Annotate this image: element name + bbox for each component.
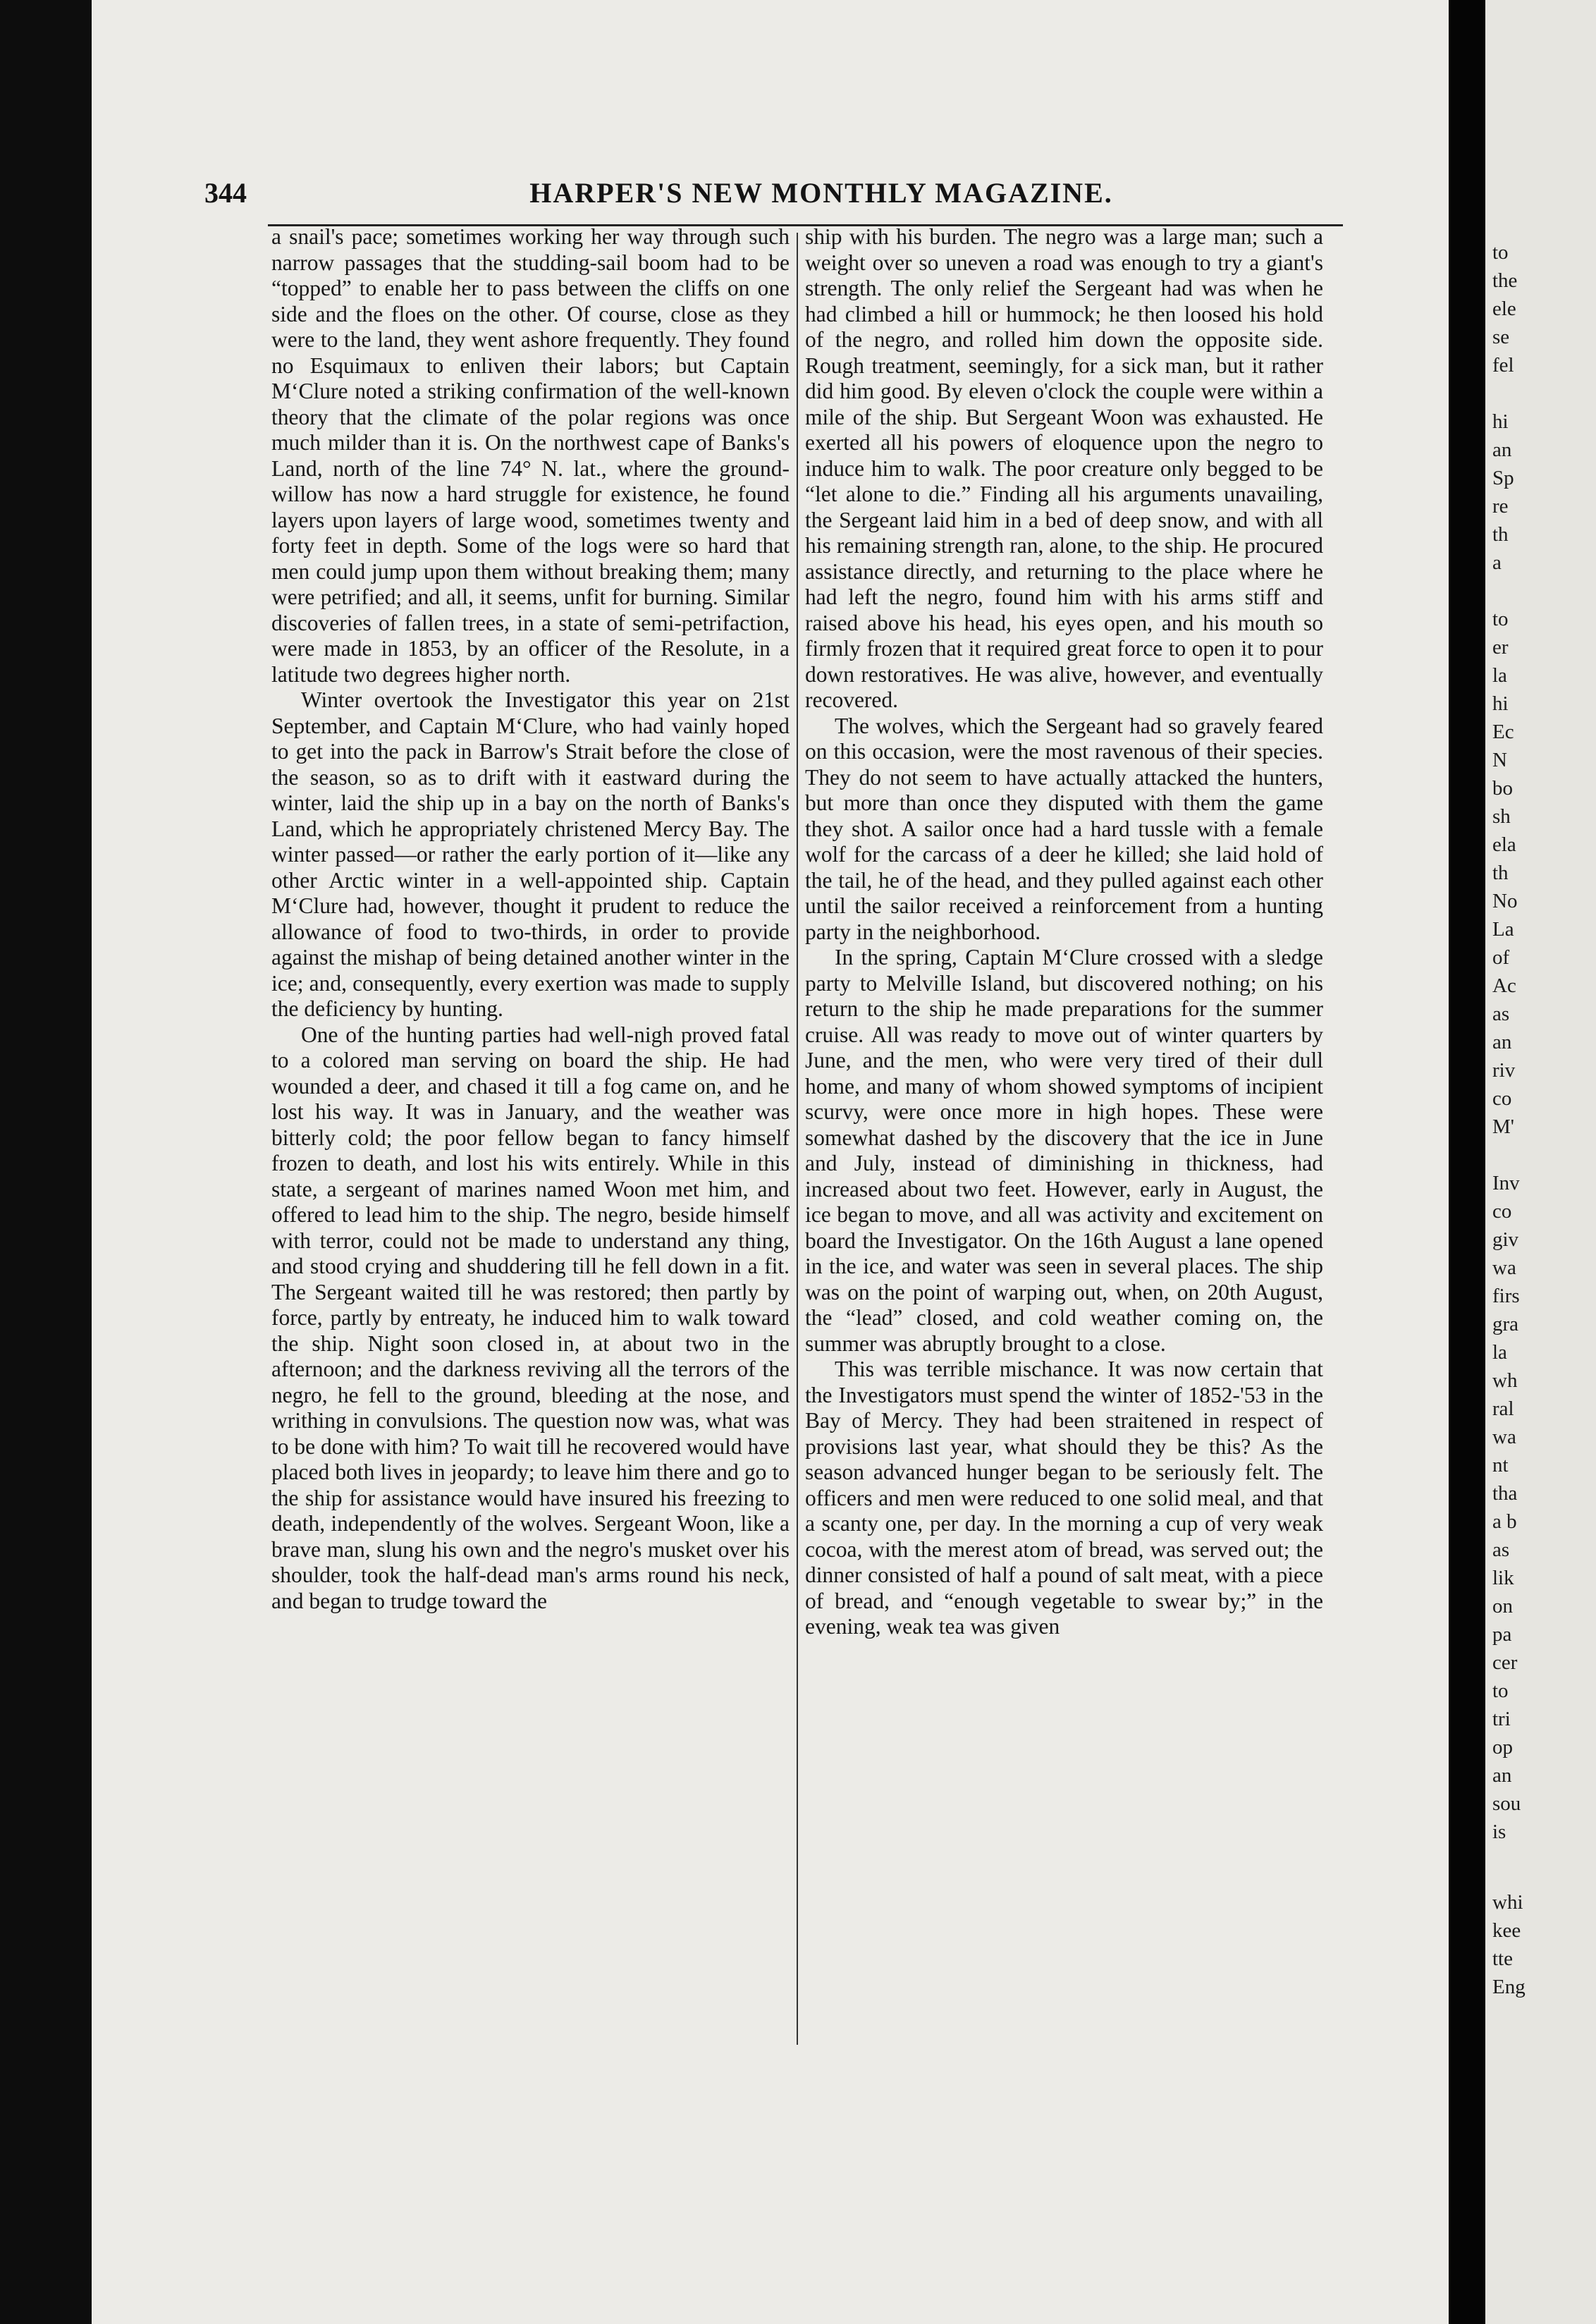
right-column [805,224,1323,1640]
facing-page-fragment: ele [1492,298,1516,320]
facing-page-fragment: Sp [1492,467,1514,489]
facing-page-fragment: la [1492,664,1507,687]
facing-page-fragment: N [1492,749,1507,771]
facing-page-fragment: wa [1492,1426,1516,1448]
facing-page-fragment: se [1492,326,1510,348]
facing-page-fragment: re [1492,495,1509,518]
facing-page-fragment: M' [1492,1115,1515,1138]
facing-page-fragment: tri [1492,1708,1511,1730]
facing-page-fragment: on [1492,1595,1513,1617]
facing-page-fragment: giv [1492,1228,1519,1251]
facing-page-fragment: th [1492,523,1509,546]
facing-page-fragment: a b [1492,1510,1517,1533]
facing-page-fragment: kee [1492,1919,1521,1942]
facing-page-fragment: to [1492,241,1509,264]
facing-page-fragment: tha [1492,1482,1518,1505]
paragraph: The wolves, which the Sergeant had so gravely feared on this occasion, were the most ravenous of their species. They do not seem to have actually attacked the hunters, but more than once they disputed with them the game they shot. A sailor once had a hard tussle with a female wolf for the carcass of a deer he killed; she laid hold of the tail, he of the head, and they pulled against each other until the sailor received a reinforcement from a hunting party in the neighborhood. [805,713,1323,944]
facing-page-fragment: the [1492,269,1518,292]
page-number: 344 [204,177,247,209]
facing-page-fragment: No [1492,890,1518,912]
facing-page-fragment: Eng [1492,1976,1526,1998]
facing-page-fragment: er [1492,636,1509,659]
facing-page-fragment: riv [1492,1059,1516,1082]
facing-page-fragment: firs [1492,1285,1520,1307]
facing-page-fragment: La [1492,918,1514,941]
facing-page-fragment: bo [1492,777,1513,800]
facing-page-fragment: th [1492,862,1509,884]
paragraph: In the spring, Captain M‘Clure crossed with a sledge party to Melville Island, but discovered nothing; on his return to the ship he made preparations for the summer cruise. All was ready to move out of winter quarters by June, and the men, who were very tired of their dull home, and many of whom showed symptoms of incipient scurvy, were once more in high hopes. These were somewhat dashed by the discovery that the ice in June and July, instead of diminishing in thickness, had increased about two feet. However, early in August, the ice began to move, and all was activity and excitement on board the Investigator. On the 16th August a lane opened in the ice, and water was seen in several places. The ship was on the point of warping out, when, on 20th August, the “lead” closed, and cold weather coming on, the summer was abruptly brought to a close. [805,945,1323,1356]
paragraph: This was terrible mischance. It was now certain that the Investigators must spend the winter of 1852-'53 in the Bay of Mercy. They had been straitened in respect of provisions last year, what should they be this? As the season advanced hunger began to be seriously felt. The officers and men were reduced to one solid meal, and that a scanty one, per day. In the morning a cup of very weak cocoa, with the merest atom of bread, was served out; the dinner consisted of half a pound of salt meat, with a piece of bread, and “enough vegetable to swear by;” in the evening, weak tea was given [805,1357,1323,1639]
paragraph: a snail's pace; sometimes working her way through such narrow passages that the studding-sail boom had to be “topped” to enable her to pass between the cliffs on one side and the floes on the other. Of course, close as they were to the land, they went ashore frequently. They found no Esquimaux to enliven their labors; but Captain M‘Clure noted a striking confirmation of the well-known theory that the climate of the polar regions was once much milder than it is. On the northwest cape of Banks's Land, north of the line 74° N. lat., where the ground-willow has now a hard struggle for existence, he found layers upon layers of large wood, sometimes twenty and forty feet in depth. Some of the logs were so hard that men could jump upon them without breaking them; many were petrified; and all, it seems, unfit for burning. Similar discoveries of fallen trees, in a state of semi-petrifaction, were made in 1853, by an officer of the Resolute, in a latitude two degrees higher north. [271,224,790,687]
facing-page-fragment: fel [1492,354,1514,377]
facing-page-fragment: co [1492,1200,1512,1223]
facing-page-fragment: is [1492,1821,1506,1843]
facing-page-fragment: an [1492,439,1512,461]
facing-page-edge [1485,0,1596,2324]
book-spine [1449,0,1485,2324]
facing-page-fragment: ral [1492,1398,1514,1420]
facing-page-fragment: la [1492,1341,1507,1364]
facing-page-fragment: an [1492,1031,1512,1053]
facing-page-fragment: to [1492,1680,1509,1702]
facing-page-fragment: as [1492,1003,1510,1025]
facing-page-fragment: wa [1492,1256,1516,1279]
facing-page-fragment: lik [1492,1567,1514,1589]
facing-page-fragment: to [1492,608,1509,630]
facing-page-fragment: hi [1492,410,1509,433]
facing-page-fragment: cer [1492,1651,1518,1674]
facing-page-fragment: sou [1492,1792,1521,1815]
running-head [204,176,1339,212]
paragraph: Winter overtook the Investigator this year on 21st September, and Captain M‘Clure, who had vainly hoped to get into the pack in Barrow's Strait before the close of the season, so as to drift with it eastward during the winter, laid the ship up in a bay on the north of Banks's Land, which he appropriately christened Mercy Bay. The winter passed—or rather the early portion of it—like any other Arctic winter in a well-appointed ship. Captain M‘Clure had, however, thought it prudent to reduce the allowance of food to two-thirds, in order to provide against the mishap of being detained another winter in the ice; and, consequently, every exertion was made to supply the deficiency by hunting. [271,687,790,1021]
facing-page-fragment: gra [1492,1313,1519,1335]
facing-page-fragment: ela [1492,833,1516,856]
facing-page-fragment: a [1492,551,1502,574]
facing-page-fragment: sh [1492,805,1511,828]
facing-page-fragment: op [1492,1736,1513,1759]
facing-page-fragment: of [1492,946,1510,969]
column-rule [797,233,798,2045]
facing-page-fragment: whi [1492,1891,1523,1914]
facing-page-fragment: an [1492,1764,1512,1787]
facing-page-fragment: Inv [1492,1172,1520,1194]
facing-page-fragment: co [1492,1087,1512,1110]
facing-page-fragment: hi [1492,692,1509,715]
facing-page-fragment: pa [1492,1623,1512,1646]
facing-page-fragment: as [1492,1539,1510,1561]
magazine-title: HARPER'S NEW MONTHLY MAGAZINE. [529,177,1113,209]
facing-page-fragment: nt [1492,1454,1509,1476]
facing-page-fragment: Ec [1492,721,1514,743]
scan-left-border [0,0,92,2324]
paragraph: One of the hunting parties had well-nigh proved fatal to a colored man serving on board the ship. He had wounded a deer, and chased it till a fog came on, and he lost his way. It was in January, and the weather was bitterly cold; the poor fellow began to fancy himself frozen to death, and lost his wits entirely. While in this state, a sergeant of marines named Woon met him, and offered to lead him to the ship. The negro, beside himself with terror, could not be made to understand any thing, and stood crying and shuddering till he fell down in a fit. The Sergeant waited till he was restored; then partly by force, partly by entreaty, he induced him to walk toward the ship. Night soon closed in, at about two in the afternoon; and the darkness reviving all the terrors of the negro, he fell to the ground, bleeding at the nose, and writhing in convulsions. The question now was, what was to be done with him? To wait till he recovered would have placed both lives in jeopardy; to leave him there and go to the ship for assistance would have insured his freezing to death, independently of the wolves. Sergeant Woon, like a brave man, slung his own and the negro's musket over his shoulder, took the half-dead man's arms round his neck, and began to trudge toward the [271,1022,790,1613]
left-column [271,224,790,1614]
facing-page-fragment: Ac [1492,974,1516,997]
paragraph: ship with his burden. The negro was a large man; such a weight over so uneven a road was enough to try a giant's strength. The only relief the Sergeant had was when he had climbed a hill or hummock; he then loosed his hold of the negro, and rolled him down the opposite side. Rough treatment, seemingly, for a sick man, but it rather did him good. By eleven o'clock the couple were within a mile of the ship. But Sergeant Woon was exhausted. He exerted all his powers of eloquence upon the negro to induce him to walk. The poor creature only begged to be “let alone to die.” Finding all his arguments unavailing, the Sergeant laid him in a bed of deep snow, and with all his remaining strength ran, alone, to the ship. He procured assistance directly, and returning to the place where he had left the negro, found him with his arms stiff and raised above his head, his eyes open, and his mouth so firmly frozen that it required great force to open it to pour down restoratives. He was alive, however, and eventually recovered. [805,224,1323,712]
facing-page-fragment: tte [1492,1947,1513,1970]
facing-page-fragment: wh [1492,1369,1518,1392]
